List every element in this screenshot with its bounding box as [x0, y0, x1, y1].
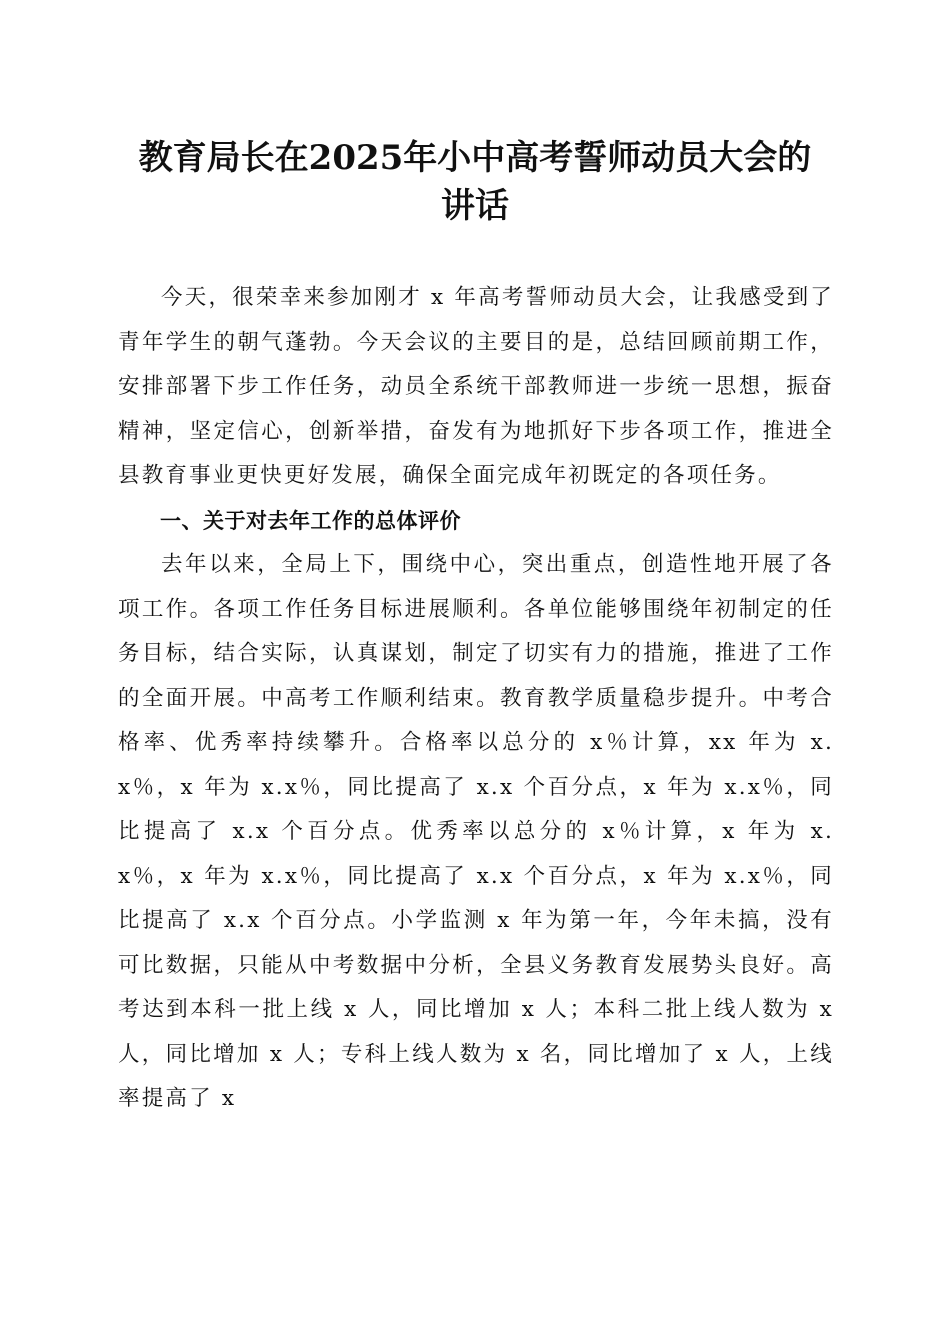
document-title [110, 134, 840, 230]
section-heading: 一、关于对去年工作的总体评价 [160, 508, 461, 533]
title-line-2: 讲话 [441, 186, 509, 226]
section-paragraph: 去年以来，全局上下，围绕中心，突出重点，创造性地开展了各项工作。各项工作任务目标进展顺利。各单位能够围绕年初制定的任务目标，结合实际，认真谋划，制定了切实有力的措施，推进了工作的全面开展。中高考工作顺利结束。教育教学质量稳步提升。中考合格率、优秀率持续攀升。合格率以总分的 x％计算，xx 年为 x.x％，x 年为 x.x％，同比提高了 x.x 个百分点，x 年为 x.x％，同比提高了 x.x 个百分点。优秀率以总分的 x％计算，x 年为 x.x％，x 年为 x.x％，同比提高了 x.x 个百分点，x 年为 x.x％，同比提高了 x.x 个百分点。小学监测 x 年为第一年，今年未搞，没有可比数据，只能从中考数据中分析，全县义务教育发展势头良好。高考达到本科一批上线 x 人，同比增加 x 人；本科二批上线人数为 x 人，同比增加 x 人；专科上线人数为 x 名，同比增加了 x 人，上线率提高了 x [118, 552, 834, 1111]
intro-paragraph: 今天，很荣幸来参加刚才 x 年高考誓师动员大会，让我感受到了青年学生的朝气蓬勃。今天会议的主要目的是，总结回顾前期工作，安排部署下步工作任务，动员全系统干部教师进一步统一思想，振奋精神，坚定信心，创新举措，奋发有为地抓好下步各项工作，推进全县教育事业更快更好发展，确保全面完成年初既定的各项任务。 [118, 285, 834, 488]
title-line-1: 教育局长在2025年小中高考誓师动员大会的 [138, 138, 812, 178]
document-body [118, 276, 834, 1122]
